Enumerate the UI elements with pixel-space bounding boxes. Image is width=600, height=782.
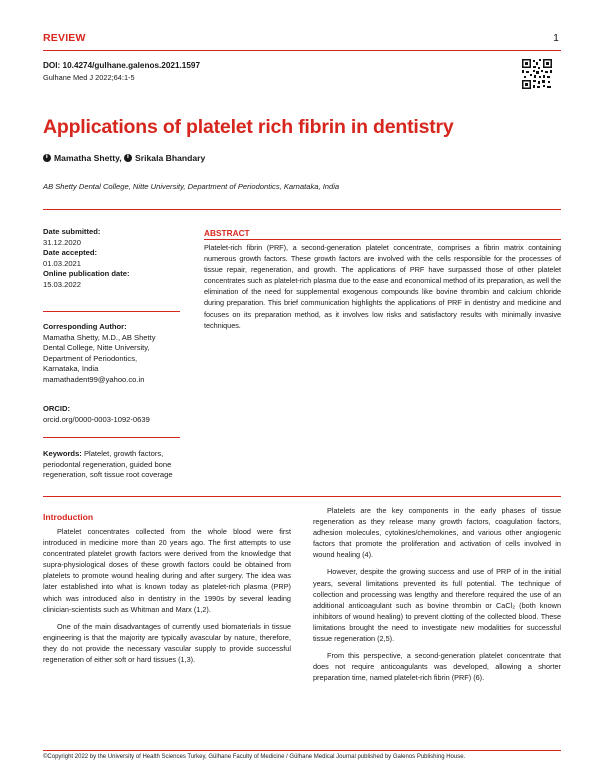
orcid-icon[interactable] [124,154,132,162]
orcid-label: ORCID: [43,404,70,413]
citation: Gulhane Med J 2022;64:1-5 [43,73,135,82]
title-divider [43,209,561,210]
body-column-left [43,526,291,671]
abstract-heading: ABSTRACT [204,228,250,238]
corresponding-email[interactable]: mamathadent99@yahoo.co.in [43,374,145,384]
qr-code-icon [521,58,553,90]
submitted-label: Date submitted: [43,227,101,236]
accepted-value: 01.03.2021 [43,258,82,268]
published-value: 15.03.2022 [43,279,82,289]
author-list: iMamatha Shetty, iSrikala Bhandary [43,153,205,163]
author-name: Srikala Bhandary [135,153,206,163]
body-column-right [313,505,561,689]
published-label: Online publication date: [43,269,130,278]
dates-block [43,227,193,290]
body-paragraph: However, despite the growing success and use of PRP of in the initial years, several limitations prevented its full potential. The technique of collection and processing was lengthy and therefore required the use of an additional anticoagulant such as bovine thrombin or CaCl₂ (both known inhibitors of wound healing) to prevent clotting of the collected blood. These limitations brought the need to investigate new modalities for successful tissue regeneration (2,5). [313,567,561,644]
corresponding-line: Karnataka, India [43,364,99,373]
orcid-icon[interactable] [43,154,51,162]
author-name: Mamatha Shetty [54,153,120,163]
sidebar-divider [43,437,180,438]
keywords-value: Platelet, growth factors, periodontal regeneration, guided bone regeneration, soft tissue root coverage [43,449,173,479]
body-divider [43,496,561,497]
doi[interactable]: DOI: 10.4274/gulhane.galenos.2021.1597 [43,61,201,70]
keywords-label: Keywords: [43,449,82,458]
header-rule [43,50,561,51]
corresponding-label: Corresponding Author: [43,322,127,331]
corresponding-line: Mamatha Shetty, M.D., AB Shetty [43,332,156,342]
abstract-rule [204,239,561,240]
section-label: REVIEW [43,32,86,44]
submitted-value: 31.12.2020 [43,237,82,247]
body-paragraph: Platelets are the key components in the early phases of tissue regeneration as they release many growth factors, coagulation factors, adhesion molecules, cytokines/chemokines, and various other angiogenic factors that promote the proliferation and activation of cells involved in wound healing (4). [313,506,561,560]
body-paragraph: From this perspective, a second-generation platelet concentrate that does not require anticoagulants was developed, allowing a shorter preparation time, named platelet-rich fibrin (PRF) (6). [313,651,561,683]
body-paragraph: Platelet concentrates collected from the whole blood were first introduced in medicine more than 20 years ago. The first attempts to use concentrated platelet growth factors were derived from the knowledge that supra-physiological doses of these growth factors could be obtained from platelets to promote wound healing during and after surgery. The idea was later established into what is known today as platelet-rich plasma (PRP) which was introduced also in dentistry in the 1990s by several leading clinician-scientists such as Whitman and Marx (1,2). [43,527,291,614]
sidebar-divider [43,311,180,312]
corresponding-line: Dental College, Nitte University, [43,343,150,352]
keywords-block [43,449,195,481]
corresponding-line: Department of Periodontics, [43,353,138,363]
orcid-block [43,404,193,425]
footer-rule [43,750,561,751]
copyright-footer: ©Copyright 2022 by the University of Health Sciences Turkey, Gülhane Faculty of Medicine / Gülhane Medical Journal published by Galenos Publishing House. [43,754,466,760]
page-number: 1 [553,32,559,44]
introduction-heading: Introduction [43,512,94,522]
abstract-text: Platelet-rich fibrin (PRF), a second-generation platelet concentrate, comprises a fibrin matrix containing numerous growth factors. These growth factors are involved with the cells responsible for the processes of tissue repair, regeneration, and growth. The applications of PRF have surpassed those of other platelet concentrates such as platelet-rich plasma due to the ease and economical method of its preparation, as well the elimination of the need for supplemental exogenous compounds like bovine thrombin and calcium chloride during preparation. This brief communication highlights the applications of PRF in dentistry and medicine and focuses on its preparation method, as it involves low risks and satisfactory results with minimally invasive techniques. [204,243,561,330]
article-title: Applications of platelet rich fibrin in dentistry [43,116,454,138]
accepted-label: Date accepted: [43,248,98,257]
affiliation: AB Shetty Dental College, Nitte University, Department of Periodontics, Karnataka, India [43,182,340,191]
body-paragraph: One of the main disadvantages of currently used biomaterials in tissue engineering is that the majority are typically avascular by nature, therefore, they do not provide the necessary vascular supply to provide successful regeneration of either soft or hard tissues (1,3). [43,621,291,665]
corresponding-block [43,322,193,385]
orcid-link[interactable]: orcid.org/0000-0003-1092-0639 [43,414,150,424]
